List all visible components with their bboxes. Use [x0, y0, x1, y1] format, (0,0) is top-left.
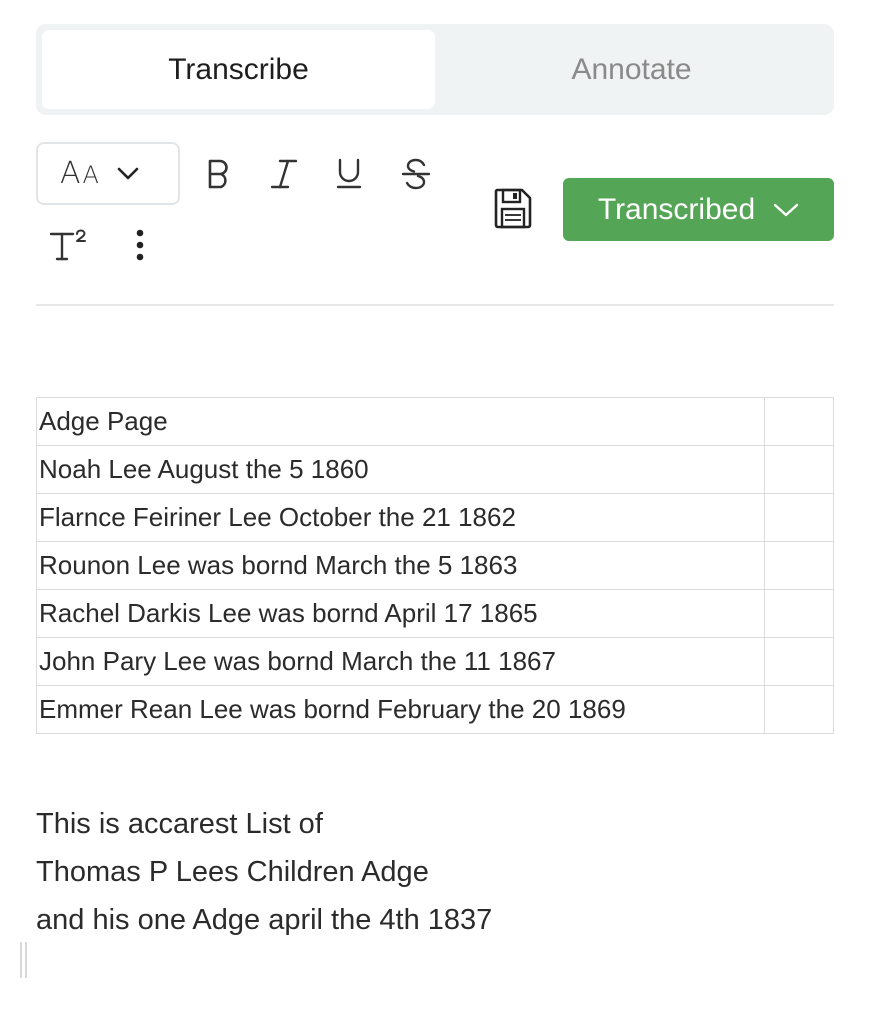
- more-vertical-icon: [135, 229, 145, 261]
- font-size-glyph-large: A: [60, 156, 81, 191]
- table-cell-entry[interactable]: Noah Lee August the 5 1860: [37, 446, 765, 494]
- transcript-table[interactable]: [36, 397, 834, 734]
- table-cell-empty[interactable]: [765, 686, 834, 734]
- table-cell-empty[interactable]: [765, 542, 834, 590]
- transcript-note[interactable]: [36, 800, 492, 944]
- table-row: [37, 446, 834, 494]
- save-button[interactable]: [491, 186, 535, 230]
- tab-annotate[interactable]: Annotate: [571, 52, 692, 86]
- italic-button[interactable]: [262, 152, 306, 196]
- chevron-down-icon: [773, 202, 799, 218]
- table-row: [37, 542, 834, 590]
- bold-button[interactable]: [197, 152, 241, 196]
- table-cell-empty[interactable]: [765, 638, 834, 686]
- underline-button[interactable]: [327, 152, 371, 196]
- table-row: [37, 686, 834, 734]
- superscript-button[interactable]: [46, 223, 90, 267]
- note-line: This is accarest List of: [36, 808, 323, 840]
- table-cell-entry[interactable]: Flarnce Feiriner Lee October the 21 1862: [37, 494, 765, 542]
- resize-handle[interactable]: [20, 942, 27, 978]
- strikethrough-icon: [401, 158, 431, 190]
- table-cell-entry[interactable]: Adge Page: [37, 398, 765, 446]
- chevron-down-icon: [117, 167, 139, 181]
- toolbar-divider: [36, 304, 834, 306]
- table-cell-empty[interactable]: [765, 446, 834, 494]
- table-cell-entry[interactable]: Emmer Rean Lee was bornd February the 20 1869: [37, 686, 765, 734]
- tab-transcribe[interactable]: Transcribe: [42, 30, 435, 109]
- superscript-icon: [48, 228, 88, 262]
- table-row: [37, 638, 834, 686]
- table-cell-entry[interactable]: Rachel Darkis Lee was bornd April 17 1865: [37, 590, 765, 638]
- table-cell-entry[interactable]: John Pary Lee was bornd March the 11 1867: [37, 638, 765, 686]
- table-cell-empty[interactable]: [765, 590, 834, 638]
- table-row: [37, 494, 834, 542]
- table-cell-entry[interactable]: Rounon Lee was bornd March the 5 1863: [37, 542, 765, 590]
- save-icon: [493, 187, 533, 229]
- table-cell-empty[interactable]: [765, 398, 834, 446]
- table-cell-empty[interactable]: [765, 494, 834, 542]
- note-line: and his one Adge april the 4th 1837: [36, 904, 493, 936]
- note-line: Thomas P Lees Children Adge: [36, 856, 429, 888]
- underline-icon: [336, 158, 362, 190]
- table-row: [37, 398, 834, 446]
- font-size-dropdown[interactable]: [36, 142, 180, 205]
- strikethrough-button[interactable]: [394, 152, 438, 196]
- more-options-button[interactable]: [118, 223, 162, 267]
- italic-icon: [271, 159, 297, 189]
- font-size-icon: [60, 156, 99, 191]
- bold-icon: [206, 159, 232, 189]
- font-size-glyph-small: A: [82, 161, 99, 189]
- mode-tabs: [36, 24, 834, 115]
- status-dropdown-button[interactable]: [563, 178, 834, 241]
- status-label: Transcribed: [597, 192, 756, 226]
- table-row: [37, 590, 834, 638]
